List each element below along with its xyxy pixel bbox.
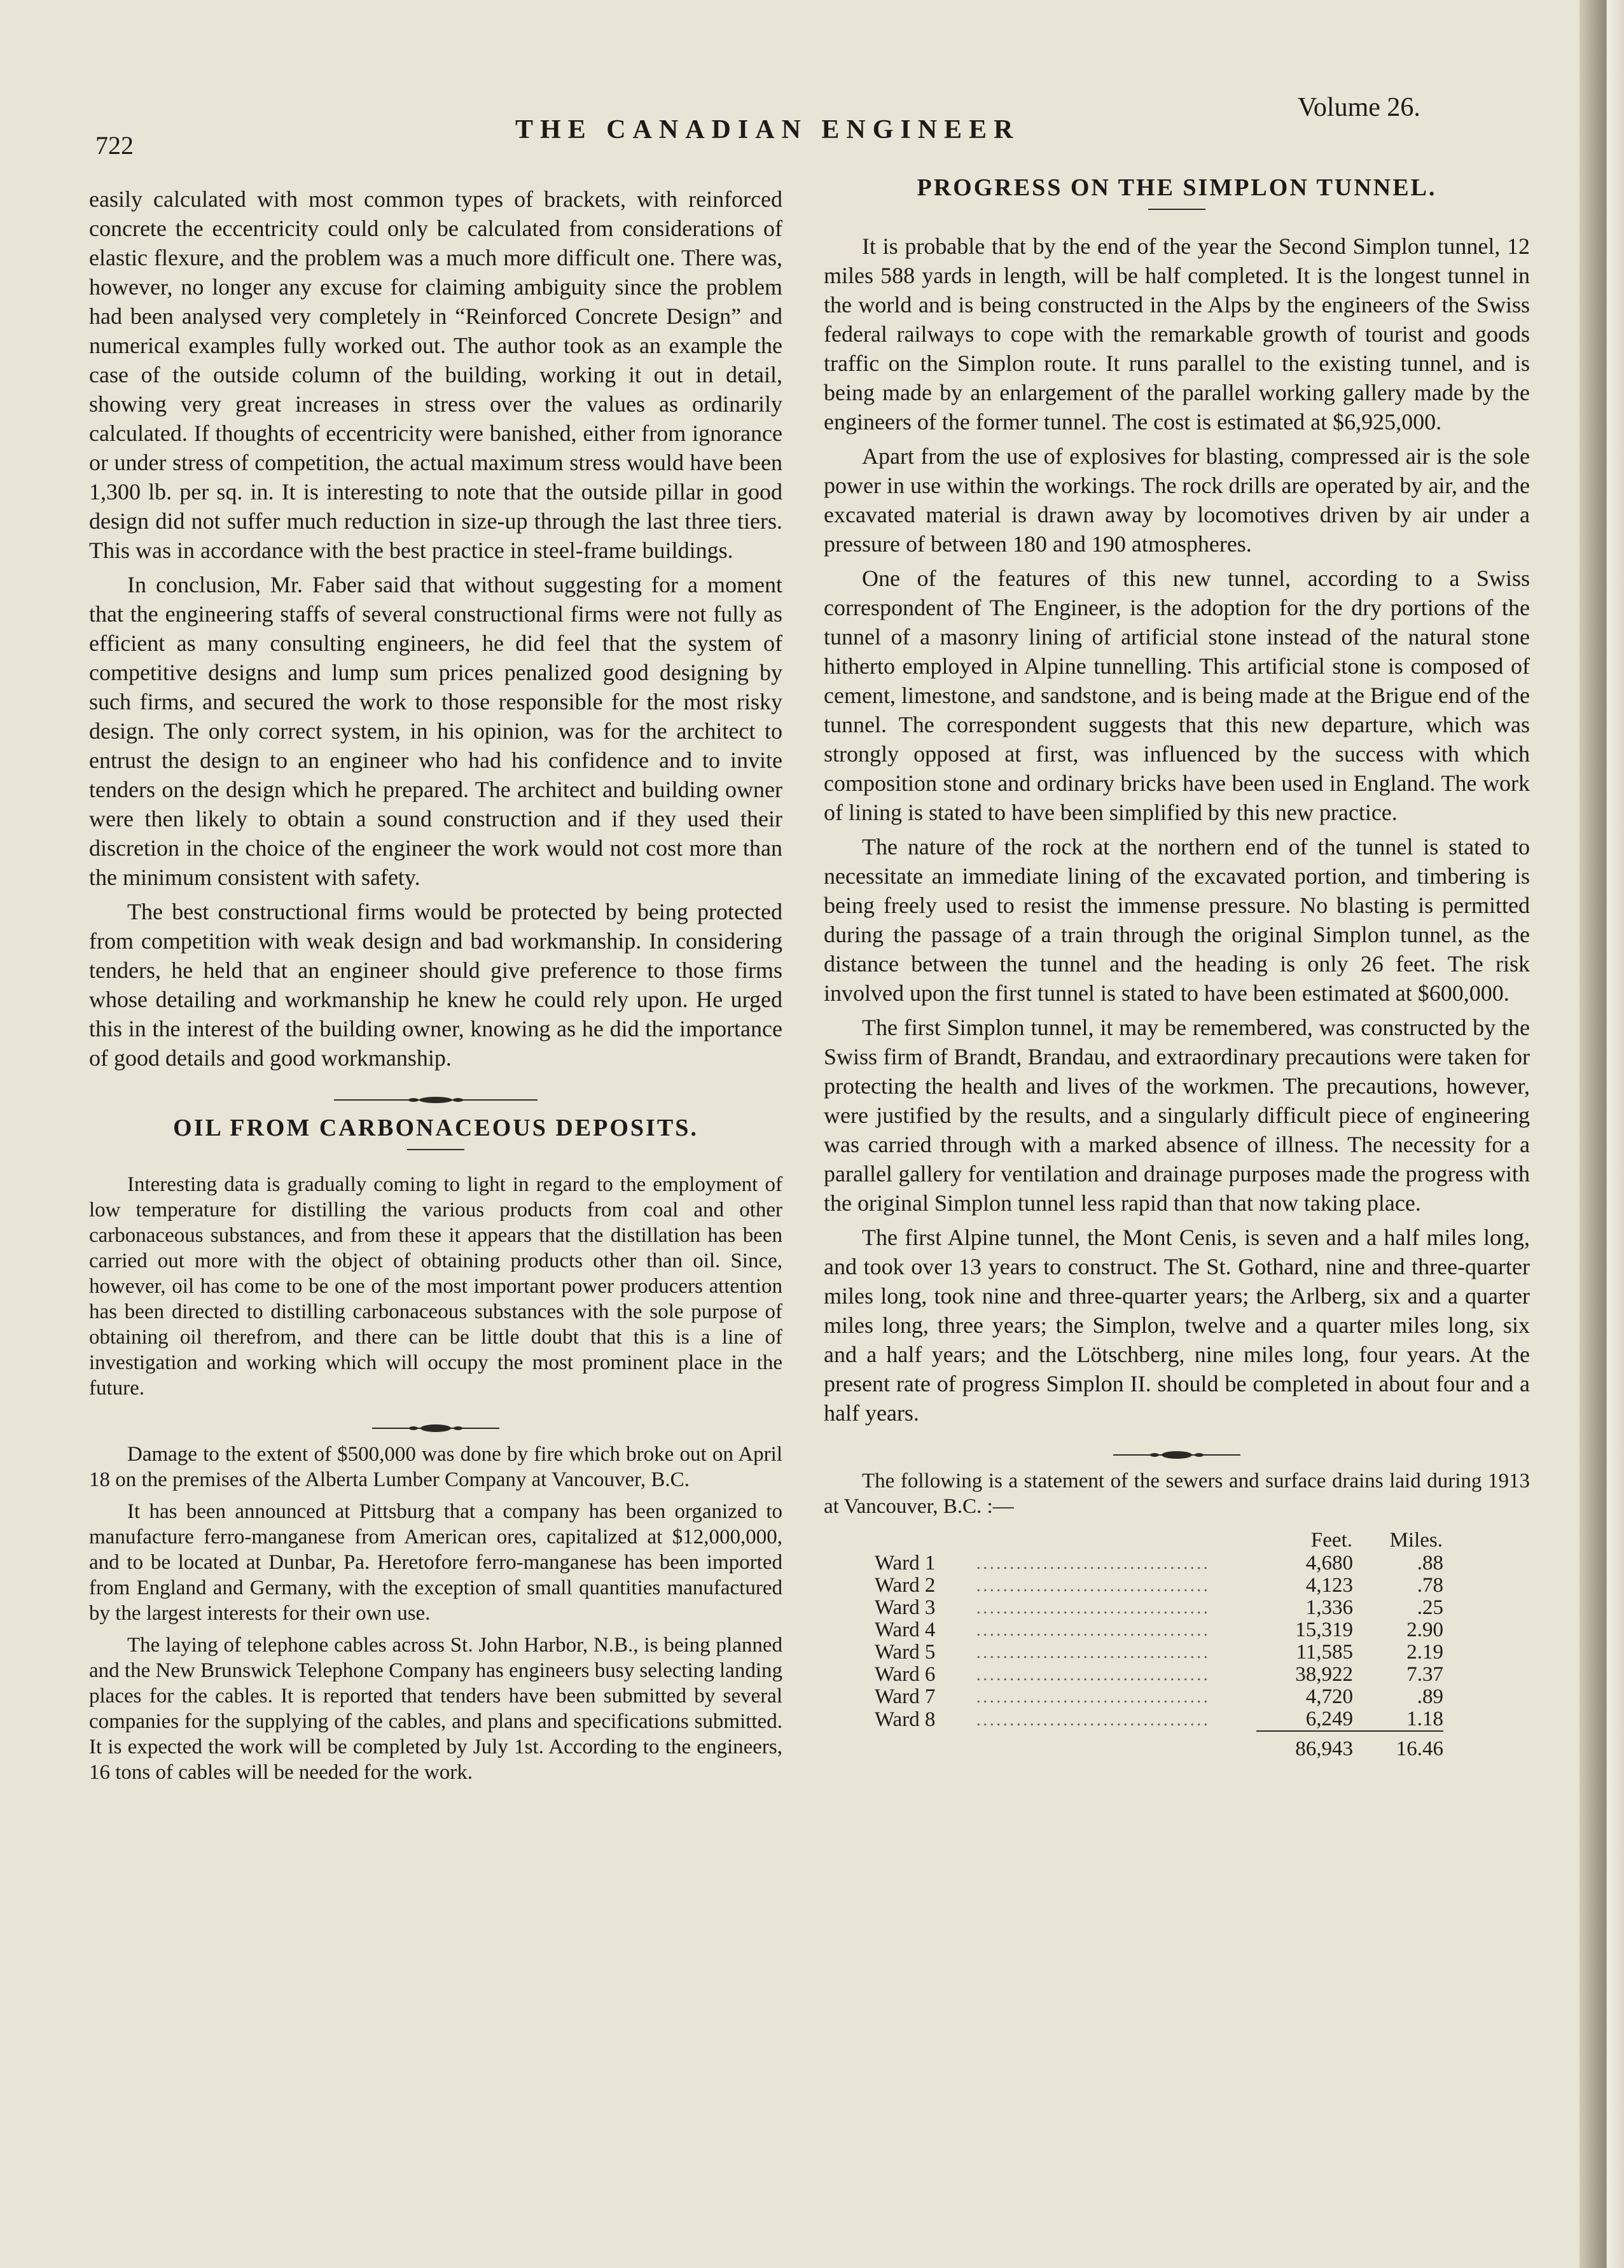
article-paragraph: Interesting data is gradually coming to light in regard to the employment of low temperature for distilling the various products from coal and other carbonaceous substances, and from these it appears that the distillation has been carried out more with the object of obtaining products other than oil. Since, however, oil has come to be one of the most important power producers attention has been directed to distilling carbonaceous substances with the sole purpose of obtaining oil therefrom, and there can be little doubt that this is a line of investigation and working which will occupy the most prominent place in the future.: [89, 1173, 782, 1400]
table-header-row: [824, 1528, 1443, 1552]
simplon-headline: PROGRESS ON THE SIMPLON TUNNEL.: [917, 174, 1437, 201]
table-row: [824, 1619, 1443, 1641]
table-row: [824, 1686, 1443, 1708]
table-row: [824, 1575, 1443, 1597]
ornament-dash-icon: [1113, 1449, 1240, 1461]
dot-leader: ...................................: [976, 1711, 1211, 1729]
page-number: 722: [95, 131, 134, 160]
ward-cell: Ward 4: [875, 1618, 936, 1641]
binding-gutter: [1579, 0, 1624, 2268]
col-feet-header: Feet.: [1310, 1529, 1352, 1552]
feet-cell: 15,319: [1295, 1618, 1353, 1641]
dot-leader: ...................................: [976, 1666, 1211, 1684]
feet-cell: 11,585: [1296, 1641, 1353, 1664]
news-notes: [89, 1442, 782, 1785]
page-header: [0, 0, 1578, 165]
section-ornament: [89, 1084, 782, 1097]
miles-cell: 1.18: [1406, 1708, 1443, 1730]
article-paragraph: The first Alpine tunnel, the Mont Cenis, is seven and a half miles long, and took over 13 years to construct. The St. Gothard, nine and three-quarter miles long, took nine and three-quarter years; the Arlberg, six and a quarter miles long, three years; the Simplon, twelve and a quarter miles long, six and a half years; and the Lötschberg, nine miles long, four years. At the present rate of progress Simplon II. should be completed in about four and a half years.: [824, 1225, 1530, 1426]
feet-cell: 6,249: [1305, 1708, 1353, 1730]
oil-article: [89, 1172, 782, 1401]
right-column: [824, 159, 1530, 1760]
oil-headline: OIL FROM CARBONACEOUS DEPOSITS.: [173, 1115, 698, 1141]
table-total-row: [824, 1731, 1443, 1760]
miles-cell: 2.90: [1406, 1618, 1443, 1641]
miles-cell: 7.37: [1406, 1663, 1443, 1686]
miles-cell: 2.19: [1406, 1641, 1443, 1664]
ward-cell: Ward 6: [875, 1663, 936, 1686]
dot-leader: ...................................: [976, 1554, 1211, 1573]
ornament-dash-icon: [372, 1422, 499, 1435]
news-note: The laying of telephone cables across St. John Harbor, N.B., is being planned and the New Brunswick Telephone Company has engineers busy selecting landing places for the cables. It is reported that tenders have been submitted by several companies for the supplying of the cables, and plans and specifications submitted. It is expected the work will be completed by July 1st. According to the engineers, 16 tons of cables will be needed for the work.: [89, 1634, 782, 1784]
feet-cell: 4,123: [1305, 1574, 1353, 1597]
feet-cell: 38,922: [1295, 1663, 1353, 1686]
sewers-section: [824, 1468, 1530, 1760]
news-note: It has been announced at Pittsburg that a company has been organized to manufacture ferro-manganese from American ores, capitalized at $12,000,000, and to be located at Dunbar, Pa. Heretofore ferro-manganese has been imported from England and Germany, with the exception of small quantities manufactured by the largest interests for their own use.: [89, 1500, 782, 1625]
col-miles-header: Miles.: [1389, 1529, 1443, 1552]
miles-cell: .89: [1417, 1685, 1443, 1708]
total-miles-cell: 16.46: [1353, 1731, 1443, 1760]
article-paragraph: The nature of the rock at the northern end of the tunnel is stated to necessitate an immediate lining of the excavated portion, and timbering is being freely used to resist the immense pressure. No blasting is permitted during the passage of a train through the original Simplon tunnel, as the distance between the tunnel and the heading is only 26 feet. The risk involved upon the first tunnel is stated to have been estimated at $600,000.: [824, 834, 1530, 1006]
total-feet-cell: 86,943: [1256, 1731, 1353, 1760]
feet-cell: 4,720: [1305, 1685, 1353, 1708]
dot-leader: ...................................: [976, 1688, 1211, 1706]
article-paragraph: One of the features of this new tunnel, according to a Swiss correspondent of The Engineer, is the adoption for the dry portions of the tunnel of a masonry lining of artificial stone instead of the natural stone hitherto employed in Alpine tunnelling. This artificial stone is composed of cement, limestone, and sandstone, and is being made at the Brigue end of the tunnel. The correspondent suggests that this new departure, which was strongly opposed at first, was influenced by the success with which composition stone and ordinary bricks have been used in England. The work of lining is stated to have been simplified by this new practice.: [824, 566, 1530, 825]
table-row: [824, 1641, 1443, 1664]
ornament-rule-icon: [334, 1094, 538, 1106]
dot-leader: ...................................: [976, 1643, 1211, 1662]
table-row: [824, 1664, 1443, 1686]
ward-cell: Ward 7: [875, 1685, 936, 1708]
dot-leader: ...................................: [976, 1621, 1211, 1639]
journal-title: THE CANADIAN ENGINEER: [515, 115, 1020, 144]
news-note: Damage to the extent of $500,000 was done by fire which broke out on April 18 on the premises of the Alberta Lumber Company at Vancouver, B.C.: [89, 1443, 782, 1491]
article-paragraph: In conclusion, Mr. Faber said that without suggesting for a moment that the engineering staffs of several constructional firms were not fully as efficient as many consulting engineers, he did feel that the system of competitive designs and lump sum prices penalized good designing by such firms, and secured the work to those responsible for the most risky design. The only correct system, in his opinion, was for the architect to entrust the design to an engineer who had his confidence and to invite tenders on the design which he prepared. The architect and building owner were then likely to obtain a sound construction and if they used their discretion in the choice of the engineer the work would not cost more than the minimum consistent with safety.: [89, 572, 782, 890]
ward-cell: Ward 1: [875, 1552, 936, 1575]
dot-leader: ...................................: [976, 1576, 1211, 1595]
section-ornament: [824, 1439, 1530, 1452]
sewers-intro: The following is a statement of the sewers and surface drains laid during 1913 at Vancouver, B.C. :—: [824, 1470, 1530, 1518]
article-paragraph: Apart from the use of explosives for blasting, compressed air is the sole power in use within the workings. The rock drills are operated by air, and the excavated material is drawn away by locomotives driven by air under a pressure of between 180 and 190 atmospheres.: [824, 443, 1530, 557]
headline-rule: [1148, 209, 1205, 210]
table-row: [824, 1708, 1443, 1731]
section-ornament: [89, 1412, 782, 1425]
ward-cell: Ward 8: [875, 1708, 936, 1731]
miles-cell: .78: [1417, 1574, 1443, 1597]
left-column: [89, 184, 782, 1791]
dot-leader: ...................................: [976, 1599, 1211, 1617]
article-paragraph: It is probable that by the end of the year the Second Simplon tunnel, 12 miles 588 yards in length, will be half completed. It is the longest tunnel in the world and is being constructed in the Alps by the engineers of the Swiss federal railways to cope with the remarkable growth of tourist and goods traffic on the Simplon route. It runs parallel to the existing tunnel, and is being made by an enlargement of the parallel working gallery made by the engineers of the former tunnel. The cost is estimated at $6,925,000.: [824, 233, 1530, 435]
ward-cell: Ward 2: [875, 1574, 936, 1597]
volume-label: Volume 26.: [1298, 93, 1420, 122]
article-paragraph: The best constructional firms would be protected by being protected from competition with weak design and bad workmanship. In considering tenders, he held that an engineer should give preference to those firms whose detailing and workmanship he knew he could rely upon. He urged this in the interest of the building owner, knowing as he did the importance of good details and good workmanship.: [89, 899, 782, 1071]
miles-cell: .25: [1417, 1596, 1443, 1619]
headline-rule: [407, 1149, 464, 1150]
miles-cell: .88: [1417, 1552, 1443, 1575]
feet-cell: 1,336: [1305, 1596, 1353, 1619]
feet-cell: 4,680: [1305, 1552, 1353, 1575]
sewers-table: [824, 1528, 1443, 1760]
ward-cell: Ward 3: [875, 1596, 936, 1619]
table-row: [824, 1552, 1443, 1575]
ward-cell: Ward 5: [875, 1641, 936, 1664]
table-row: [824, 1597, 1443, 1619]
article-paragraph: The first Simplon tunnel, it may be remembered, was constructed by the Swiss firm of Brandt, Brandau, and extraordinary precautions were taken for protecting the health and lives of the workmen. The precautions, however, were justified by the results, and a singularly difficult piece of engineering was carried through with a marked absence of illness. The necessity for a parallel gallery for ventilation and drainage purposes made the progress with the original Simplon tunnel less rapid than that now taking place.: [824, 1015, 1530, 1216]
article-paragraph: easily calculated with most common types of brackets, with reinforced concrete the eccentricity could only be calculated from considerations of elastic flexure, and the problem was a much more difficult one. There was, however, no longer any excuse for claiming ambiguity since the problem had been analysed very completely in “Reinforced Concrete Design” and numerical examples fully worked out. The author took as an example the case of the outside column of the building, working it out in detail, showing very great increases in stress over the values as ordinarily calculated. If thoughts of eccentricity were banished, either from ignorance or under stress of competition, the actual maximum stress would have been 1,300 lb. per sq. in. It is interesting to note that the outside pillar in good design did not suffer much reduction in size-up through the last three tiers. This was in accordance with the best practice in steel-frame buildings.: [89, 186, 782, 563]
